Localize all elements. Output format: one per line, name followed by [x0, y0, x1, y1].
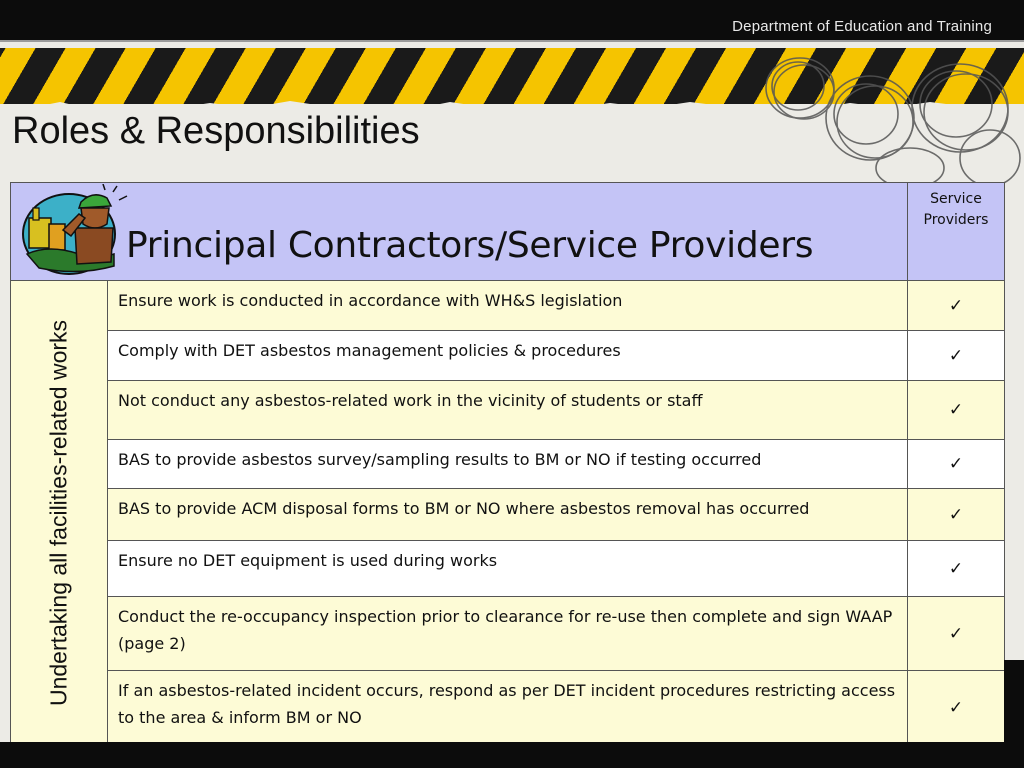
- right-edge-bar: [1004, 660, 1024, 742]
- task-cell: If an asbestos-related incident occurs, respond as per DET incident procedures restricting access to the area & inform BM or NO: [108, 671, 908, 745]
- bottom-bar: [0, 742, 1024, 768]
- responsibilities-table: [10, 182, 1005, 745]
- table-heading: Principal Contractors/Service Providers: [126, 225, 814, 266]
- table-heading-cell: [11, 183, 908, 281]
- check-mark: ✓: [908, 440, 1005, 489]
- page-title: Roles & Responsibilities: [12, 110, 420, 152]
- table-row: [11, 489, 1005, 541]
- row-group-label: Undertaking all facilities-related works: [45, 319, 72, 706]
- table-row: [11, 281, 1005, 331]
- wire-coil-decoration: [760, 48, 1024, 188]
- check-mark: ✓: [908, 671, 1005, 745]
- table-row: [11, 671, 1005, 745]
- table-row: [11, 597, 1005, 671]
- table-row: [11, 381, 1005, 440]
- check-mark: ✓: [908, 489, 1005, 541]
- column-heading-cell: [908, 183, 1005, 281]
- task-cell: Ensure no DET equipment is used during works: [108, 541, 908, 597]
- row-group-cell: [11, 281, 108, 745]
- department-name: Department of Education and Training: [732, 18, 992, 35]
- task-cell: Comply with DET asbestos management policies & procedures: [108, 331, 908, 381]
- check-mark: ✓: [908, 331, 1005, 381]
- column-heading: Service Providers: [923, 191, 989, 228]
- table-row: [11, 541, 1005, 597]
- check-mark: ✓: [908, 281, 1005, 331]
- check-mark: ✓: [908, 541, 1005, 597]
- task-cell: Not conduct any asbestos-related work in the vicinity of students or staff: [108, 381, 908, 440]
- check-mark: ✓: [908, 597, 1005, 671]
- task-cell: BAS to provide asbestos survey/sampling results to BM or NO if testing occurred: [108, 440, 908, 489]
- table-row: [11, 440, 1005, 489]
- check-mark: ✓: [908, 381, 1005, 440]
- table-header-row: [11, 183, 1005, 281]
- task-cell: Ensure work is conducted in accordance with WH&S legislation: [108, 281, 908, 331]
- task-cell: Conduct the re-occupancy inspection prior to clearance for re-use then complete and sign WAAP (page 2): [108, 597, 908, 671]
- task-cell: BAS to provide ACM disposal forms to BM or NO where asbestos removal has occurred: [108, 489, 908, 541]
- table-row: [11, 331, 1005, 381]
- construction-worker-icon: [19, 184, 131, 276]
